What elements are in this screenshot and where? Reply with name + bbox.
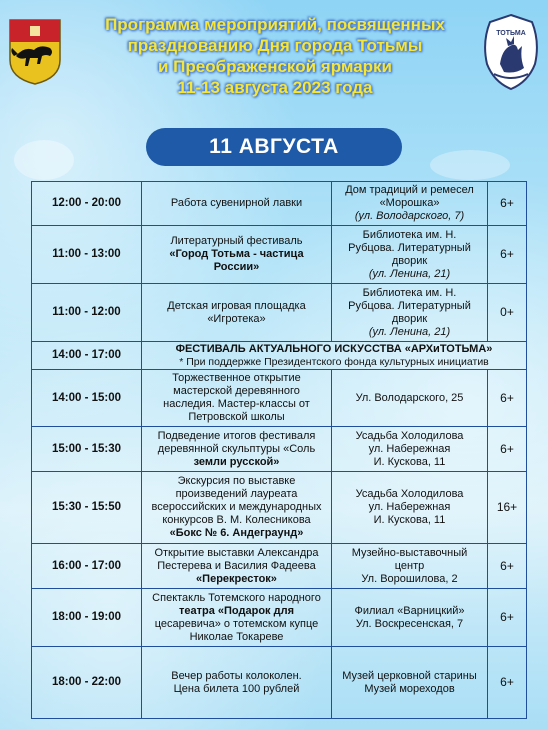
time-cell: 18:00 - 19:00 xyxy=(32,589,142,647)
place-line: Рубцова. Литературный xyxy=(348,299,471,312)
event-line: земли русской» xyxy=(193,455,280,468)
table-row xyxy=(32,342,527,370)
background-sparkle xyxy=(430,150,510,180)
table-row xyxy=(32,427,527,472)
place-line: (ул. Ленина, 21) xyxy=(368,325,451,338)
event-line: Цена билета 100 рублей xyxy=(173,682,300,695)
place-line: Ул. Ворошилова, 2 xyxy=(361,572,458,585)
event-cell xyxy=(142,544,332,589)
event-line: деревянной скульптуры «Соль xyxy=(157,442,316,455)
place-line: Музейно-выставочный xyxy=(351,546,468,559)
title-line: Программа мероприятий, посвященных xyxy=(105,15,445,34)
place-cell xyxy=(332,472,488,544)
place-line: «Морошка» xyxy=(379,197,440,209)
time-cell: 15:00 - 15:30 xyxy=(32,427,142,472)
event-cell xyxy=(142,472,332,544)
table-row xyxy=(32,284,527,342)
age-cell: 6+ xyxy=(488,427,527,472)
place-line: центр xyxy=(394,559,425,572)
table-row xyxy=(32,182,527,226)
place-line: Рубцова. Литературный xyxy=(348,241,471,254)
place-cell xyxy=(332,544,488,589)
place-cell xyxy=(332,427,488,472)
header xyxy=(0,0,548,118)
time-cell: 12:00 - 20:00 xyxy=(32,182,142,226)
time-cell: 11:00 - 13:00 xyxy=(32,226,142,284)
event-line: Детская игровая площадка xyxy=(167,299,306,312)
coat-of-arms-icon xyxy=(6,16,64,86)
place-line: Музей церковной старины xyxy=(342,669,477,682)
age-cell: 6+ xyxy=(488,182,527,226)
event-line: Петровской школы xyxy=(188,411,285,423)
place-line: ул. Набережная xyxy=(368,501,451,513)
place-line: Усадьба Холодилова xyxy=(355,429,464,442)
totma-logo-icon xyxy=(480,12,542,92)
event-cell xyxy=(142,284,332,342)
time-cell: 14:00 - 17:00 xyxy=(32,342,142,370)
event-line: «Перекресток» xyxy=(196,572,277,585)
event-cell xyxy=(142,370,332,427)
age-cell: 16+ xyxy=(488,472,527,544)
time-cell: 18:00 - 22:00 xyxy=(32,647,142,719)
event-line: мастерской деревянного xyxy=(173,385,300,397)
event-line: Николае Токареве xyxy=(189,630,284,643)
place-cell xyxy=(332,182,488,226)
place-line: Музей мореходов xyxy=(364,682,455,695)
title-line: и Преображенской ярмарки xyxy=(157,57,393,76)
time-cell: 16:00 - 17:00 xyxy=(32,544,142,589)
festival-title: ФЕСТИВАЛЬ АКТУАЛЬНОГО ИСКУССТВА «АРХиТОТЬМА» xyxy=(175,342,493,355)
event-line: Подведение итогов фестиваля xyxy=(157,429,316,442)
place-line: Библиотека им. Н. xyxy=(362,228,457,241)
time-cell: 15:30 - 15:50 xyxy=(32,472,142,544)
place-cell xyxy=(332,370,488,427)
event-line: конкурсов В. М. Колесникова xyxy=(162,514,311,526)
place-line: Ул. Володарского, 25 xyxy=(355,391,464,404)
place-line: И. Кускова, 11 xyxy=(373,455,446,468)
event-line: «Бокс № 6. Андеграунд» xyxy=(169,527,304,539)
event-cell xyxy=(142,226,332,284)
event-line: произведений лауреата xyxy=(175,488,298,500)
age-cell: 6+ xyxy=(488,544,527,589)
place-line: Усадьба Холодилова xyxy=(355,488,464,500)
festival-note: * При поддержке Президентского фонда культурных инициатив xyxy=(179,355,489,368)
event-line: Вечер работы колоколен. xyxy=(171,669,302,682)
table-row xyxy=(32,370,527,427)
event-line: Литературный фестиваль xyxy=(170,235,303,247)
age-cell: 6+ xyxy=(488,226,527,284)
place-line: (ул. Володарского, 7) xyxy=(354,210,465,222)
event-line: Спектакль Тотемского народного xyxy=(152,591,321,604)
place-line: дворик xyxy=(391,254,428,267)
event-line: «Город Тотьма - частица xyxy=(169,248,304,260)
background-sparkle xyxy=(14,140,74,180)
age-cell: 6+ xyxy=(488,370,527,427)
table-row xyxy=(32,647,527,719)
event-cell xyxy=(142,427,332,472)
place-line: И. Кускова, 11 xyxy=(373,514,446,526)
event-line: Открытие выставки Александра xyxy=(154,546,319,559)
table-row xyxy=(32,472,527,544)
age-cell: 6+ xyxy=(488,647,527,719)
event-line: Торжественное открытие xyxy=(172,372,301,384)
totma-logo xyxy=(480,12,542,92)
table-row xyxy=(32,589,527,647)
event-line: наследия. Мастер-классы от xyxy=(163,398,310,410)
title-line: 11-13 августа 2023 года xyxy=(177,78,373,97)
place-line: Библиотека им. Н. xyxy=(362,286,457,299)
event-cell xyxy=(142,647,332,719)
age-cell: 6+ xyxy=(488,589,527,647)
logo-text: ТОТЬМА xyxy=(496,30,526,37)
event-line: театра «Подарок для xyxy=(179,604,294,617)
place-cell xyxy=(332,284,488,342)
place-cell xyxy=(332,647,488,719)
table-row xyxy=(32,544,527,589)
event-cell xyxy=(142,589,332,647)
festival-cell xyxy=(142,342,527,370)
event-line: Экскурсия по выставке xyxy=(177,475,296,487)
age-cell: 0+ xyxy=(488,284,527,342)
date-banner: 11 АВГУСТА xyxy=(146,128,402,166)
event-line: «Игротека» xyxy=(207,312,266,325)
event-line: России» xyxy=(213,261,260,273)
event-line: всероссийских и международных xyxy=(151,501,322,513)
table-row xyxy=(32,226,527,284)
event-line: Пестерева и Василия Фадеева xyxy=(157,559,316,572)
page-title xyxy=(70,14,480,98)
place-line: (ул. Ленина, 21) xyxy=(368,267,451,280)
time-cell: 14:00 - 15:00 xyxy=(32,370,142,427)
event-line: цесаревича» о тотемском купце xyxy=(154,617,319,630)
place-line: Филиал «Варницкий» xyxy=(354,604,465,617)
place-cell xyxy=(332,589,488,647)
place-line: Дом традиций и ремесел xyxy=(345,184,474,196)
event-cell: Работа сувенирной лавки xyxy=(142,182,332,226)
place-cell xyxy=(332,226,488,284)
place-line: ул. Набережная xyxy=(368,442,451,455)
title-line: празднованию Дня города Тотьмы xyxy=(127,36,423,55)
place-line: Ул. Воскресенская, 7 xyxy=(355,617,464,630)
place-line: дворик xyxy=(391,312,428,325)
schedule-table xyxy=(31,181,527,719)
time-cell: 11:00 - 12:00 xyxy=(32,284,142,342)
